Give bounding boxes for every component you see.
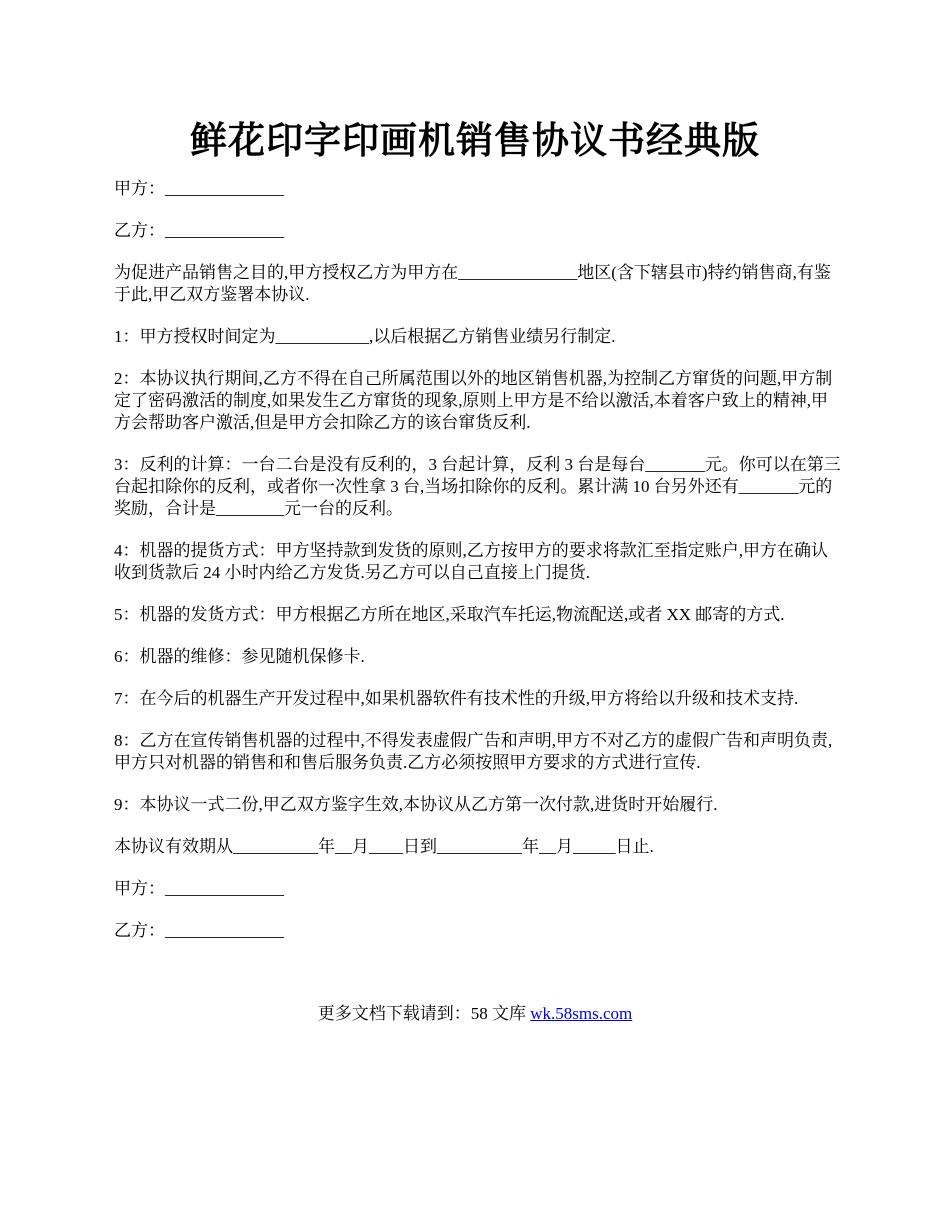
document-body [114, 178, 842, 962]
footer-link[interactable]: wk.58sms.com [530, 1004, 633, 1023]
clause-5: 5：机器的发货方式：甲方根据乙方所在地区,采取汽车托运,物流配送,或者 XX 邮寄的方式. [114, 605, 785, 624]
clause-4: 4：机器的提货方式：甲方坚持款到发货的原则,乙方按甲方的要求将款汇至指定账户,甲方在确认收到货款后 24 小时内给乙方发货.另乙方可以自己直接上门提货. [114, 541, 828, 582]
footer-text: 更多文档下载请到：58 文库 [317, 1004, 531, 1023]
footer [0, 1003, 950, 1025]
clause-9: 9：本协议一式二份,甲乙双方鉴字生效,本协议从乙方第一次付款,进货时开始履行. [114, 795, 718, 814]
clause-8: 8：乙方在宣传销售机器的过程中,不得发表虚假广告和声明,甲方不对乙方的虚假广告和声明负责,甲方只对机器的销售和和售后服务负责.乙方必须按照甲方要求的方式进行宣传. [114, 731, 833, 772]
preamble-paragraph: 为促进产品销售之目的,甲方授权乙方为甲方在______________地区(含下辖县市)特约销售商,有鉴于此,甲乙双方鉴署本协议. [114, 263, 831, 304]
clause-3: 3：反利的计算：一台二台是没有反利的，3 台起计算，反利 3 台是每台_______元。你可以在第三台起扣除你的反利，或者你一次性拿 3 台,当场扣除你的反利。累计满 10 台另外还有_______元的奖励，合计是________元一台的反利。 [114, 455, 841, 518]
party-a-line: 甲方：______________ [114, 179, 284, 198]
document-title: 鲜花印字印画机销售协议书经典版 [190, 121, 760, 162]
party-b-signature-line: 乙方：______________ [114, 921, 284, 940]
clause-7: 7：在今后的机器生产开发过程中,如果机器软件有技术性的升级,甲方将给以升级和技术支持. [114, 689, 799, 708]
validity-period-line: 本协议有效期从__________年__月____日到__________年__月_____日止. [114, 837, 654, 856]
party-b-line: 乙方：______________ [114, 221, 284, 240]
clause-6: 6：机器的维修：参见随机保修卡. [114, 647, 365, 666]
clause-2: 2：本协议执行期间,乙方不得在自己所属范围以外的地区销售机器,为控制乙方窜货的问题,甲方制定了密码激活的制度,如果发生乙方窜货的现象,原则上甲方是不给以激活,本着客户致上的精神,甲方会帮助客户激活,但是甲方会扣除乙方的该台窜货反利. [114, 369, 833, 432]
party-a-signature-line: 甲方：______________ [114, 879, 284, 898]
clause-1: 1：甲方授权时间定为___________,以后根据乙方销售业绩另行制定. [114, 327, 616, 346]
